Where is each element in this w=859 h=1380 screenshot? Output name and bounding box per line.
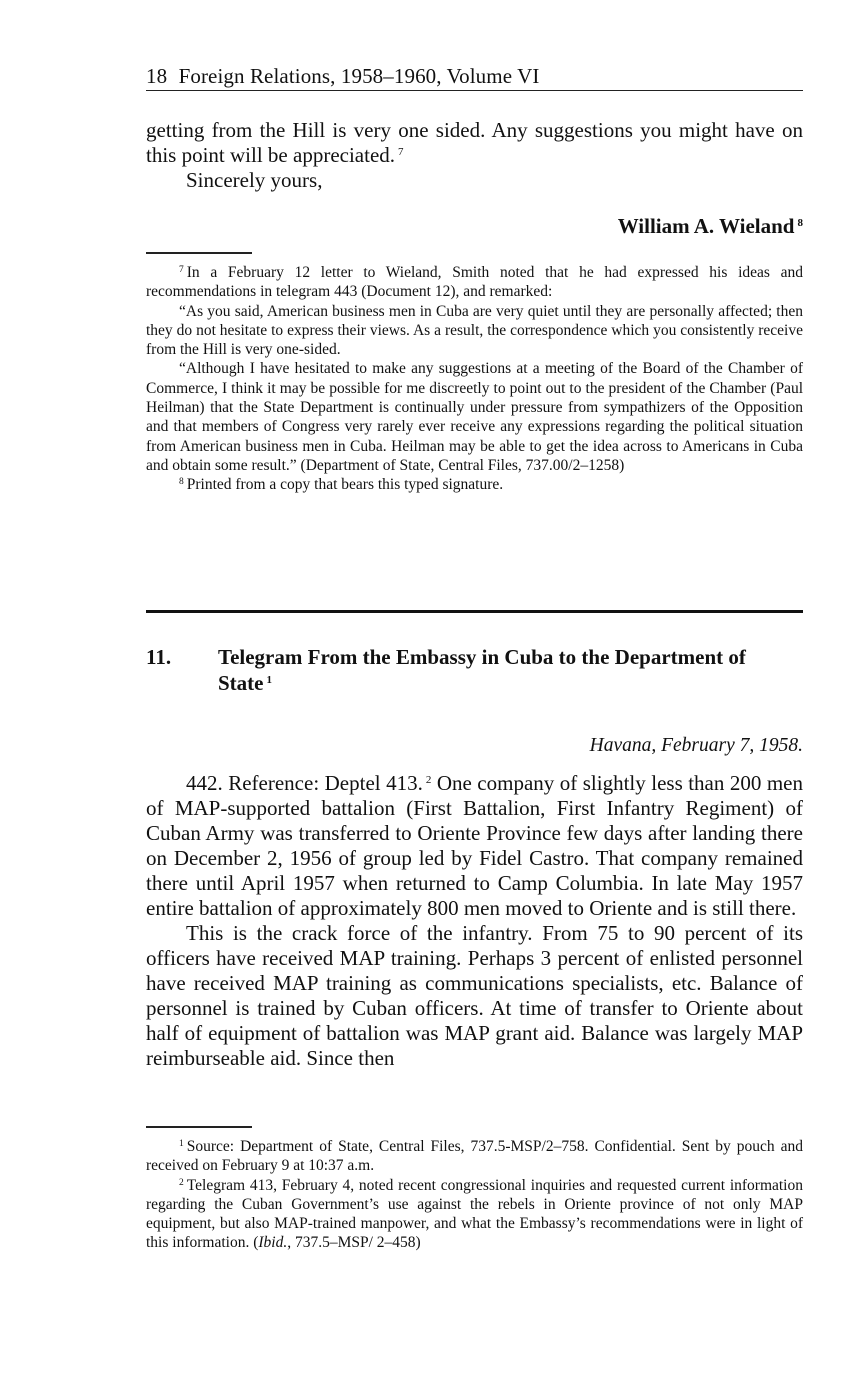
document-number: 11. <box>146 645 172 669</box>
paragraph-text: 442. Reference: Deptel 413. <box>186 771 423 795</box>
footnote-rule <box>146 252 252 254</box>
footnotes-bottom <box>146 1126 803 1253</box>
footnote-text: Source: Department of State, Central Files, 737.5-MSP/2–758. Confidential. Sent by pouch and received on February 9 at 10:37 a.m. <box>146 1138 803 1175</box>
footnote-7 <box>146 263 803 302</box>
document-title-text: Telegram From the Embassy in Cuba to the Department of State <box>218 645 746 695</box>
running-header <box>146 64 803 91</box>
footnote-ref-1: 1 <box>266 674 272 686</box>
footnote-text: Printed from a copy that bears this typed signature. <box>186 476 504 494</box>
letter-continuation <box>146 118 803 239</box>
section-divider <box>146 610 803 613</box>
footnote-marker: 1 <box>179 1139 184 1149</box>
footnote-1 <box>146 1137 803 1176</box>
footnote-text: In a February 12 letter to Wieland, Smith noted that he had expressed his ideas and recommendations in telegram 443 (Document 12), and remarked: <box>146 264 803 301</box>
footnote-ref-8: 8 <box>797 217 803 229</box>
footnote-7-quote-2: “Although I have hesitated to make any suggestions at a meeting of the Board of the Chamber of Commerce, I think it may be possible for me discreetly to point out to the president of the Chamber (Paul Heilman) that the State Department is continually under pressure from sympathizers of the Opposition and that members of Congress very rarely ever receive any expressions regarding the political situation from American business men in Cuba. Heilman may be able to get the idea across to Americans in Cuba and obtain some result.” (Department of State, Central Files, 737.00/2–1258) <box>146 360 803 474</box>
footnote-text: , 737.5–MSP/ 2–458) <box>287 1234 421 1252</box>
telegram-body <box>146 771 803 1071</box>
footnote-2 <box>146 1176 803 1253</box>
document-heading <box>146 644 803 696</box>
letter-closing: Sincerely yours, <box>186 168 323 192</box>
footnote-marker: 8 <box>179 477 184 488</box>
running-title: Foreign Relations, 1958–1960, Volume VI <box>178 64 540 88</box>
letter-body <box>146 118 803 168</box>
footnotes-top <box>146 252 803 495</box>
footnote-marker: 2 <box>179 1177 184 1188</box>
dateline: Havana, February 7, 1958. <box>589 735 803 756</box>
letter-text: getting from the Hill is very one sided. Any suggestions you might have on this point will be appreciated. <box>146 118 803 167</box>
footnote-rule <box>146 1126 252 1128</box>
letter-signature <box>146 214 803 239</box>
page-number: 18 <box>146 64 168 88</box>
footnote-8 <box>146 475 803 494</box>
telegram-paragraph-1 <box>146 771 803 921</box>
footnote-ref-2: 2 <box>425 774 432 786</box>
telegram-paragraph-2: This is the crack force of the infantry. From 75 to 90 percent of its officers have received MAP training. Perhaps 3 percent of enlisted personnel have received MAP training as communications specialists, etc. Balance of personnel is trained by Cuban officers. At time of transfer to Oriente about half of equipment of battalion was MAP grant aid. Balance was largely MAP reimburseable aid. Since then <box>146 921 803 1070</box>
signature-name: William A. Wieland <box>617 214 795 238</box>
document-title <box>218 644 803 696</box>
paragraph-text: One company of slightly less than 200 men of MAP-supported battalion (First Battalion, First Infantry Regiment) of Cuban Army was transferred to Oriente Province few days after landing there on December 2, 1956 of group led by Fidel Castro. That company remained there until April 1957 when returned to Camp Columbia. In late May 1957 entire battalion of approximately 800 men moved to Oriente and is still there. <box>146 771 803 920</box>
footnote-ibid: Ibid. <box>258 1234 288 1252</box>
footnote-7-quote-1: “As you said, American business men in Cuba are very quiet until they are personally affected; then they do not hesitate to express their views. As a result, the correspondence which you consistently receive from the Hill is very one-sided. <box>146 302 803 359</box>
footnote-ref-7: 7 <box>398 146 404 158</box>
footnote-text: Telegram 413, February 4, noted recent congressional inquiries and requested current information regarding the Cuban Government’s use against the rebels in Oriente province of not only MAP equipment, but also MAP-trained manpower, and what the Embassy’s recommendations were in light of this information. ( <box>146 1176 803 1252</box>
footnote-marker: 7 <box>179 265 184 275</box>
